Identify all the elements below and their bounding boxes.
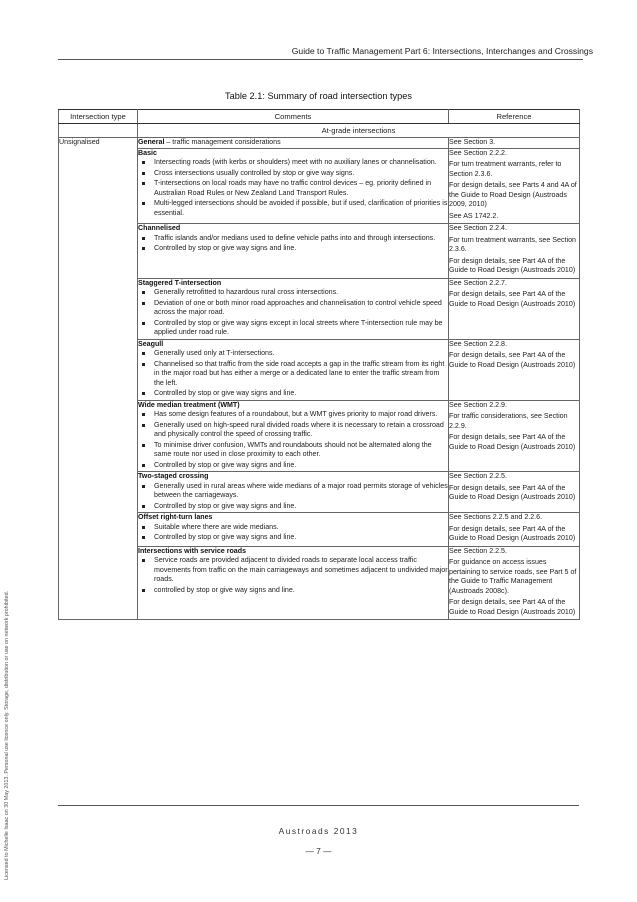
- type-label: Unsignalised: [59, 138, 100, 146]
- reference-line: For design details, see Part 4A of the Guide to Road Design (Austroads 2010): [449, 290, 576, 308]
- reference-line: See Section 2.2.5.: [449, 472, 507, 480]
- bullet-item: Controlled by stop or give way signs and line.: [138, 244, 448, 254]
- running-header: Guide to Traffic Management Part 6: Intersections, Interchanges and Crossings: [291, 46, 593, 56]
- reference-line: For design details, see Part 4A of the Guide to Road Design (Austroads 2010): [449, 433, 576, 451]
- reference-cell: [449, 513, 580, 547]
- comment-cell: [138, 513, 449, 547]
- col-header-reference: Reference: [449, 110, 580, 124]
- reference-line: See Section 2.2.9.: [449, 400, 507, 409]
- row-title: Channelised: [138, 224, 181, 232]
- reference-cell: [449, 472, 580, 513]
- reference-line: See Section 2.2.7.: [449, 278, 507, 287]
- bullet-item: T-intersections on local roads may have no traffic control devices – eg. priority defined in Australian Road Rules or New Zealand Land Transport Rules.: [138, 179, 448, 198]
- reference-line: See Section 2.2.5.: [449, 546, 507, 555]
- licence-watermark: [0, 480, 12, 880]
- reference-line: See Section 2.2.4.: [449, 224, 507, 232]
- summary-table: [58, 109, 580, 620]
- bullet-item: Has some design features of a roundabout, but a WMT gives priority to major road drivers.: [138, 410, 448, 420]
- reference-line: See Section 2.2.8.: [449, 339, 507, 348]
- type-cell-unsignalised: [59, 138, 138, 620]
- row-title: Staggered T-intersection: [138, 278, 222, 287]
- bullet-item: Controlled by stop or give way signs and line.: [138, 389, 448, 399]
- bullet-item: Suitable where there are wide medians.: [138, 523, 448, 533]
- general-title-bold: General: [138, 138, 165, 146]
- col-header-type: Intersection type: [59, 110, 138, 124]
- reference-line: For design details, see Part 4A of the Guide to Road Design (Austroads 2010): [449, 524, 576, 542]
- comment-cell: [138, 400, 449, 472]
- reference-cell: [449, 224, 580, 279]
- table-row: [59, 546, 580, 620]
- page-number: — 7 —: [305, 846, 332, 856]
- table-row: [59, 339, 580, 400]
- comment-cell: [138, 224, 449, 279]
- reference-cell: [449, 339, 580, 400]
- bullet-item: Multi-legged intersections should be avoided if possible, but if used, clarification of priorities is essential.: [138, 199, 448, 218]
- header-rule: [58, 59, 583, 60]
- licence-text: Licensed to Michelle Isaac on 30 May 2013. Personal use licence only. Storage, distribution or use on network prohibited.: [4, 590, 10, 880]
- table-row: [59, 472, 580, 513]
- comment-cell: [138, 148, 449, 224]
- group-heading: At-grade intersections: [138, 124, 580, 138]
- row-title: Offset right-turn lanes: [138, 513, 213, 521]
- row-title: Basic: [138, 148, 157, 157]
- col-header-comments: Comments: [138, 110, 449, 124]
- bullet-item: Controlled by stop or give way signs except in local streets where T-intersection rule may be applied under road rule.: [138, 319, 448, 338]
- bullet-list: [138, 234, 448, 254]
- bullet-list: [138, 523, 448, 543]
- reference-line: See Section 2.2.2.: [449, 148, 507, 157]
- bullet-item: Controlled by stop or give way signs and line.: [138, 533, 448, 543]
- general-reference: See Section 3.: [449, 138, 580, 149]
- bullet-item: To minimise driver confusion, WMTs and roundabouts should not be alternated along the same route nor used in close proximity to each other.: [138, 441, 448, 460]
- bullet-item: Channelised so that traffic from the side road accepts a gap in the traffic stream from its right in the major road but has either a merge or a dedicated lane to enter the traffic stream from the left.: [138, 360, 448, 389]
- bullet-item: controlled by stop or give way signs and line.: [138, 586, 448, 596]
- bullet-item: Generally used on high-speed rural divided roads where it is necessary to retain a crossroad and physically control the speed of crossing traffic.: [138, 421, 448, 440]
- table-row: [59, 278, 580, 339]
- header-row: [59, 110, 580, 124]
- reference-cell: [449, 278, 580, 339]
- group-heading-row: [59, 124, 580, 138]
- reference-line: See Sections 2.2.5 and 2.2.6.: [449, 513, 543, 521]
- bullet-item: Traffic islands and/or medians used to define vehicle paths into and through intersections.: [138, 234, 448, 244]
- reference-line: For guidance on access issues pertaining to service roads, see Part 5 of the Guide to Traffic Management (Austroads 2008c).: [449, 558, 577, 595]
- reference-line: For design details, see Part 4A of the Guide to Road Design (Austroads 2010): [449, 598, 576, 616]
- bullet-list: [138, 158, 448, 218]
- bullet-list: [138, 556, 448, 595]
- bullet-item: Service roads are provided adjacent to divided roads to separate local access traffic movements from traffic on the main carriageways and sometimes adjacent to undivided major roads.: [138, 556, 448, 585]
- reference-line: For design details, see Part 4A of the Guide to Road Design (Austroads 2010): [449, 256, 576, 274]
- bullet-list: [138, 410, 448, 470]
- bullet-item: Generally used in rural areas where wide medians of a major road permits storage of vehicles between the carriageways.: [138, 482, 448, 501]
- row-title: Two-staged crossing: [138, 472, 209, 480]
- row-title: Intersections with service roads: [138, 546, 247, 555]
- table-row: [59, 148, 580, 224]
- reference-line: For design details, see Part 4A of the Guide to Road Design (Austroads 2010): [449, 483, 576, 501]
- reference-line: For turn treatment warrants, see Section 2.3.6.: [449, 235, 576, 253]
- footer-rule: [58, 805, 579, 806]
- reference-line: See AS 1742.2.: [449, 211, 499, 220]
- general-row: [59, 138, 580, 149]
- table-row: [59, 224, 580, 279]
- reference-cell: [449, 148, 580, 224]
- bullet-item: Generally used only at T-intersections.: [138, 349, 448, 359]
- bullet-list: [138, 288, 448, 338]
- general-title-rest: – traffic management considerations: [164, 138, 281, 146]
- reference-line: For design details, see Part 4A of the Guide to Road Design (Austroads 2010): [449, 351, 576, 369]
- reference-line: For design details, see Parts 4 and 4A of the Guide to Road Design (Austroads 2009, 2010): [449, 181, 577, 208]
- table-row: [59, 513, 580, 547]
- footer-organisation: Austroads 2013: [278, 826, 359, 836]
- bullet-list: [138, 482, 448, 512]
- table-row: [59, 400, 580, 472]
- comment-cell: [138, 546, 449, 620]
- bullet-item: Controlled by stop or give way signs and line.: [138, 461, 448, 471]
- comment-cell: [138, 339, 449, 400]
- bullet-list: [138, 349, 448, 399]
- comment-cell: [138, 472, 449, 513]
- row-title: Seagull: [138, 339, 164, 348]
- comment-cell: [138, 278, 449, 339]
- bullet-item: Deviation of one or both minor road approaches and channelisation to control vehicle speed across the major road.: [138, 299, 448, 318]
- bullet-item: Generally retrofitted to hazardous rural cross intersections.: [138, 288, 448, 298]
- table-caption: Table 2.1: Summary of road intersection types: [225, 91, 412, 101]
- reference-cell: [449, 546, 580, 620]
- bullet-item: Intersecting roads (with kerbs or shoulders) meet with no auxiliary lanes or channelisation.: [138, 158, 448, 168]
- row-title: Wide median treatment (WMT): [138, 400, 240, 409]
- bullet-item: Cross intersections usually controlled by stop or give way signs.: [138, 169, 448, 179]
- general-comment: [138, 138, 449, 149]
- reference-line: For traffic considerations, see Section 2.2.9.: [449, 412, 568, 430]
- reference-line: For turn treatment warrants, refer to Section 2.3.6.: [449, 160, 562, 178]
- bullet-item: Controlled by stop or give way signs and line.: [138, 502, 448, 512]
- reference-cell: [449, 400, 580, 472]
